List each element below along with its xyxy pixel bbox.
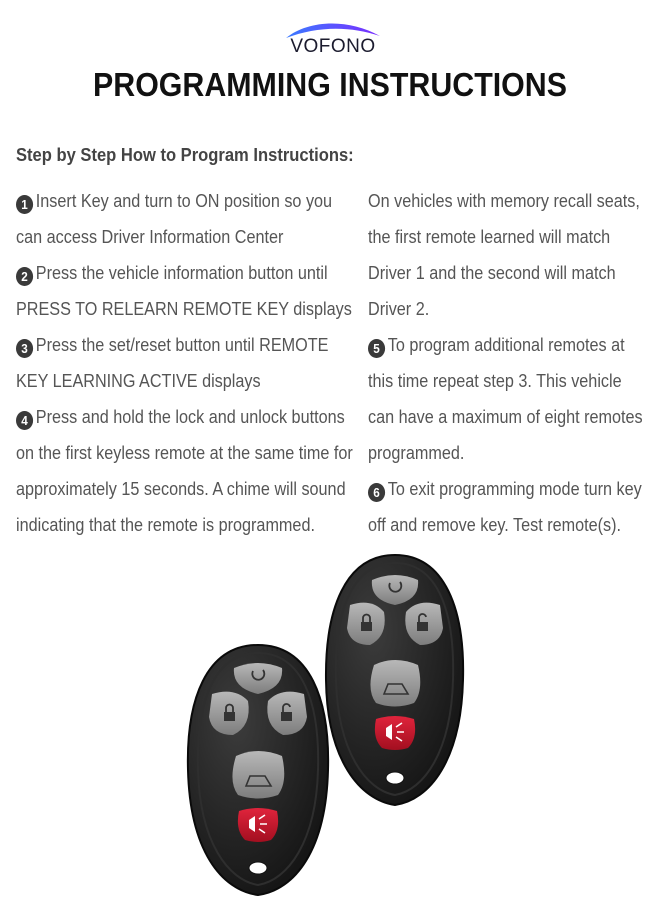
panic-button[interactable] — [238, 808, 278, 842]
step-text: Press the vehicle information button until — [35, 263, 328, 283]
step-text: Press the set/reset button until REMOTE — [35, 335, 329, 355]
instructions-left-column — [16, 183, 361, 543]
step-text: Press and hold the lock and unlock buttons — [35, 407, 345, 427]
page-title: PROGRAMMING INSTRUCTIONS — [93, 66, 567, 103]
note-text: the first remote learned will match — [368, 227, 611, 247]
step-text: on the first keyless remote at the same time for — [16, 443, 353, 463]
step-text: Insert Key and turn to ON position so you — [35, 191, 333, 211]
remote-start-button[interactable] — [372, 575, 418, 605]
step-text: To exit programming mode turn key — [387, 479, 642, 499]
lock-icon — [361, 622, 372, 631]
key-fob-remote-back — [326, 555, 463, 805]
keyring-hole-icon — [386, 772, 404, 784]
step-text: can have a maximum of eight remotes — [368, 407, 643, 427]
memory-seat-note — [368, 183, 658, 327]
unlock-button[interactable] — [267, 692, 307, 735]
keyring-hole-icon — [249, 862, 267, 874]
brand-logo — [278, 18, 388, 60]
step-1 — [16, 183, 361, 255]
lock-icon — [224, 712, 235, 721]
step-number-badge: 1 — [16, 195, 33, 214]
step-4 — [16, 399, 361, 543]
step-number-badge: 4 — [16, 411, 33, 430]
unlock-icon — [281, 712, 292, 721]
step-text: programmed. — [368, 443, 465, 463]
step-6 — [368, 471, 658, 543]
instructions-right-column — [368, 183, 658, 543]
note-text: On vehicles with memory recall seats, — [368, 191, 640, 211]
step-text: off and remove key. Test remote(s). — [368, 515, 622, 535]
lock-button[interactable] — [209, 692, 249, 735]
step-text: PRESS TO RELEARN REMOTE KEY displays — [16, 299, 352, 319]
panic-button[interactable] — [375, 716, 415, 750]
step-text: this time repeat step 3. This vehicle — [368, 371, 622, 391]
step-2 — [16, 255, 361, 327]
step-text: KEY LEARNING ACTIVE displays — [16, 371, 261, 391]
step-number-badge: 6 — [368, 483, 385, 502]
step-text: To program additional remotes at — [387, 335, 625, 355]
step-number-badge: 3 — [16, 339, 33, 358]
step-text: can access Driver Information Center — [16, 227, 284, 247]
step-5 — [368, 327, 658, 471]
lock-button[interactable] — [347, 603, 385, 645]
instructions-heading: Step by Step How to Program Instructions: — [16, 145, 354, 165]
liftgate-button[interactable] — [232, 751, 284, 799]
note-text: Driver 1 and the second will match — [368, 263, 616, 283]
step-text: indicating that the remote is programmed. — [16, 515, 315, 535]
step-number-badge: 2 — [16, 267, 33, 286]
note-text: Driver 2. — [368, 299, 430, 319]
step-text: approximately 15 seconds. A chime will sound — [16, 479, 346, 499]
liftgate-button[interactable] — [370, 660, 420, 707]
logo-text: VOFONO — [290, 36, 376, 57]
remote-start-button[interactable] — [234, 663, 282, 694]
unlock-button[interactable] — [405, 603, 443, 645]
key-fob-remote-front — [188, 645, 328, 895]
step-3 — [16, 327, 361, 399]
unlock-icon — [417, 622, 428, 631]
step-number-badge: 5 — [368, 339, 385, 358]
